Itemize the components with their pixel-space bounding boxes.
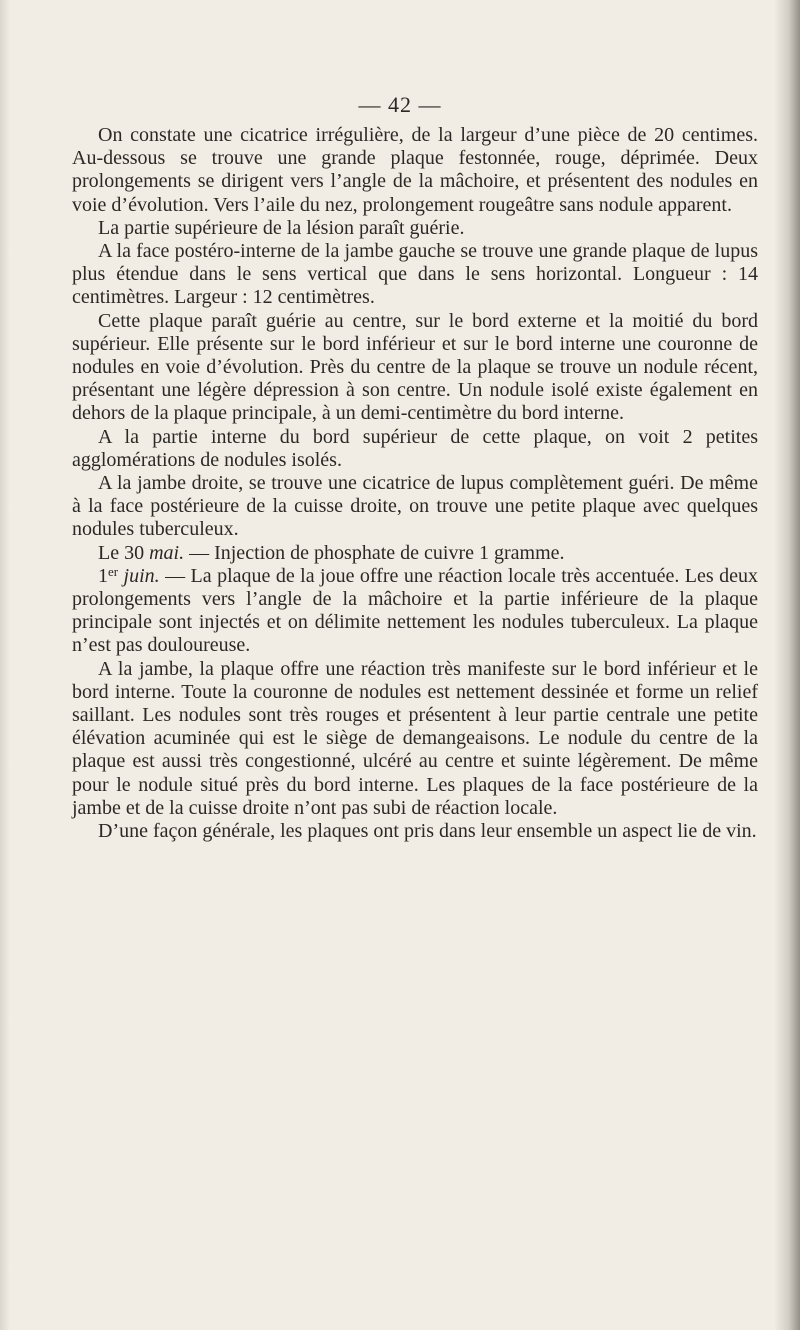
paragraph: On constate une cicatrice irrégulière, de la largeur d’une pièce de 20 centimes. Au-dessous se trouve une grande plaque festonnée, rouge, déprimée. Deux prolongements se dirigent vers l’angle de la mâchoire, et présentent des nodules en voie d’évolution. Vers l’aile du nez, prolongement rougeâtre sans nodule apparent. [72, 124, 758, 216]
entry-date-prefix: Le 30 [98, 541, 150, 564]
page-edge-left [0, 0, 10, 1330]
entry-date-month: juin. [118, 564, 160, 587]
entry-text: — Injection de phosphate de cuivre 1 gramme. [184, 541, 565, 564]
page-edge-right [774, 0, 800, 1330]
page-number: — 42 — [358, 92, 442, 117]
body-text [72, 124, 758, 843]
paragraph: D’une façon générale, les plaques ont pris dans leur ensemble un aspect lie de vin. [98, 820, 757, 843]
paragraph: Cette plaque paraît guérie au centre, sur le bord externe et la moitié du bord supérieur. Elle présente sur le bord inférieur et sur le bord interne une couronne de nodules en voie d’évolution. Près du centre de la plaque se trouve un nodule récent, présentant une légère dépression à son centre. Un nodule isolé existe également en dehors de la plaque principale, à un demi-centimètre du bord interne. [72, 309, 758, 425]
entry-date-ordinal: er [108, 563, 119, 579]
paragraph: La partie supérieure de la lésion paraît guérie. [98, 216, 465, 239]
paragraph-dated-entry [72, 542, 758, 565]
entry-date-day: 1 [98, 564, 108, 587]
entry-text: — La plaque de la joue offre une réaction locale très accentuée. Les deux prolongements vers l’angle de la mâchoire et la partie inférieure de la plaque principale sont injectés et on délimite nettement les nodules tuberculeux. La plaque n’est pas douloureuse. [72, 564, 758, 657]
paragraph: A la face postéro-interne de la jambe gauche se trouve une grande plaque de lupus plus étendue dans le sens vertical que dans le sens horizontal. Longueur : 14 centimètres. Largeur : 12 centimètres. [72, 240, 758, 309]
paragraph: A la partie interne du bord supérieur de cette plaque, on voit 2 petites agglomérations de nodules isolés. [72, 425, 758, 471]
paragraph: A la jambe, la plaque offre une réaction très manifeste sur le bord inférieur et le bord interne. Toute la couronne de nodules est nettement dessinée et forme un relief saillant. Les nodules sont très rouges et présentent à leur partie centrale une petite élévation acuminée qui est le siège de demangeaisons. Le nodule du centre de la plaque est aussi très congestionné, ulcéré au centre et suinte légèrement. De même pour le nodule situé près du bord interne. Les plaques de la face postérieure de la jambe et de la cuisse droite n’ont pas subi de réaction locale. [72, 657, 758, 819]
entry-date-month: mai. [149, 541, 185, 564]
paragraph-dated-entry [72, 565, 758, 658]
paragraph: A la jambe droite, se trouve une cicatrice de lupus complètement guéri. De même à la face postérieure de la cuisse droite, on trouve une petite plaque avec quelques nodules tuberculeux. [72, 472, 758, 541]
